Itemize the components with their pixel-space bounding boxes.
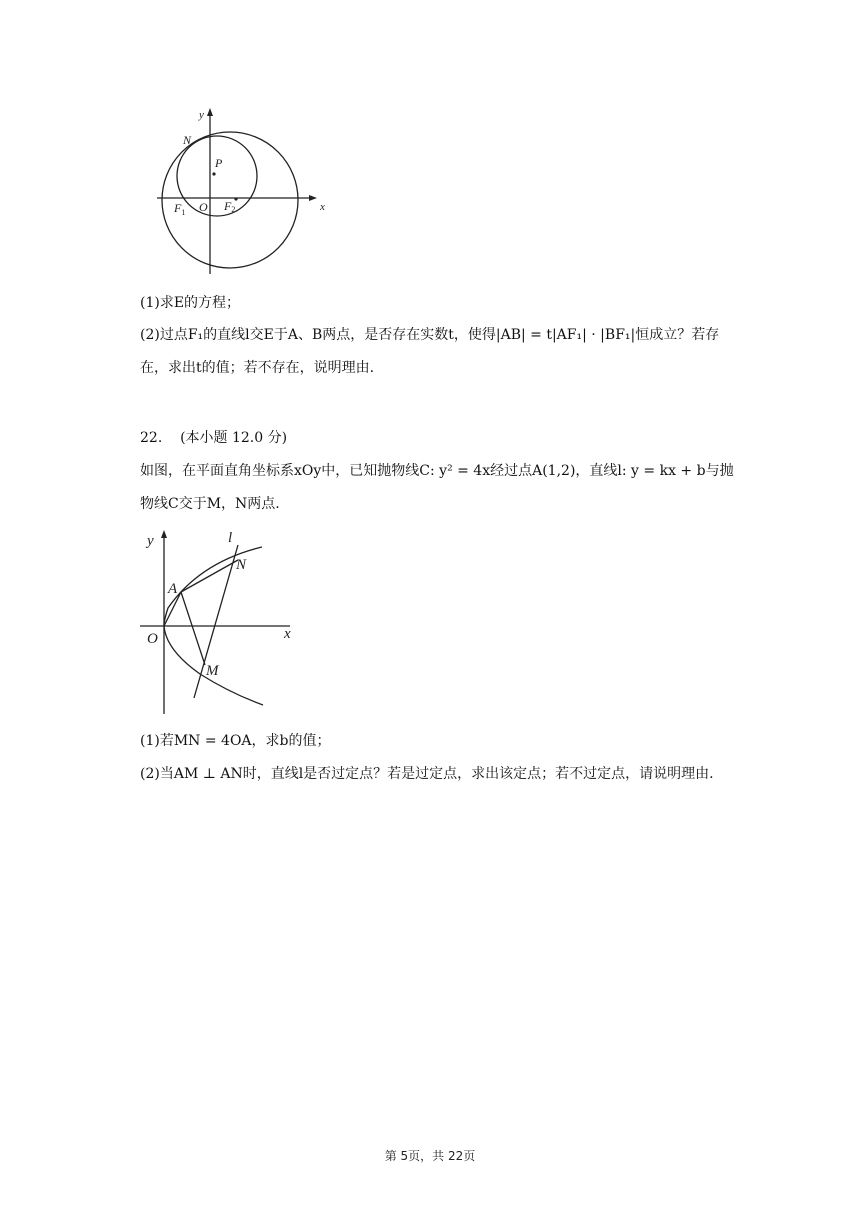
label-x: x (284, 626, 291, 642)
label-l: l (228, 530, 233, 546)
label-x: x (320, 201, 325, 213)
q22-part2: (2)当AM ⊥ AN时，直线l是否过定点？若是过定点，求出该定点；若不过定点，请说明理由. (140, 766, 714, 782)
page-footer: 第 5页，共 22页 (384, 1149, 476, 1163)
label-o: O (147, 631, 158, 647)
label-m: M (206, 663, 219, 679)
q22-number: 22. (140, 430, 163, 446)
q22-part1: (1)若MN = 4OA，求b的值； (140, 733, 331, 749)
q22-score: (本小题 12.0 分) (180, 430, 288, 446)
label-y: y (199, 109, 204, 121)
label-f2: F2 (224, 199, 236, 214)
q21-part2-line2: 在，求出t的值；若不存在，说明理由. (140, 360, 375, 376)
y-axis-arrow (161, 530, 167, 538)
label-n: N (236, 557, 247, 573)
label-o: O (199, 200, 208, 214)
label-y: y (147, 533, 154, 549)
label-p: P (215, 156, 223, 170)
segment-am (181, 592, 205, 665)
label-n: N (183, 133, 192, 147)
q21-part1: (1)求E的方程； (140, 295, 241, 311)
label-f1: $F_1$ (174, 201, 186, 217)
q22-stem-line1: 如图，在平面直角坐标系xOy中，已知抛物线C: y² = 4x经过点A(1,2)，直线l: y = kx + b与抛 (140, 463, 734, 479)
segment-oa (164, 592, 181, 626)
q21-part2-line1: (2)过点F₁的直线l交E于A、B两点，是否存在实数t，使得|AB| = t|AF₁| · |BF₁|恒成立？若存 (140, 327, 720, 343)
label-a: A (168, 581, 178, 597)
q22-stem-line2: 物线C交于M，N两点. (140, 496, 280, 512)
